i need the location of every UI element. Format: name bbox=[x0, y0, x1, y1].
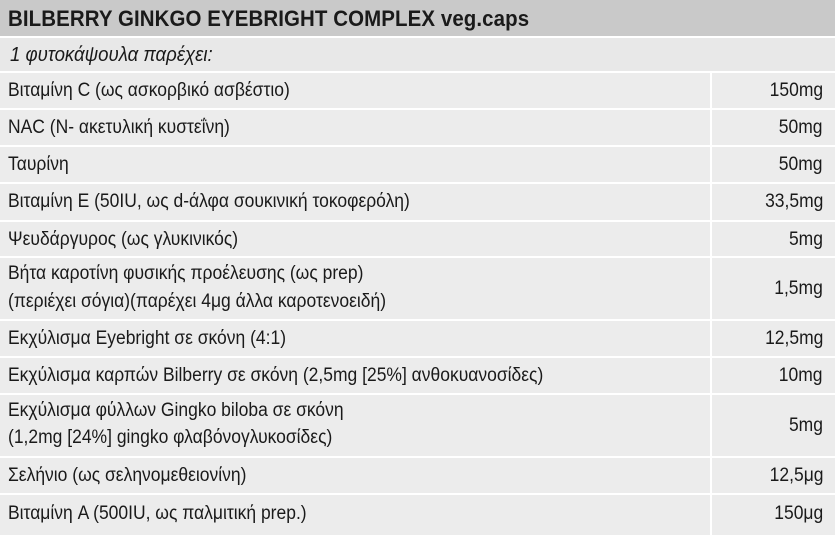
table-row bbox=[0, 495, 835, 535]
ingredient-cell bbox=[0, 73, 712, 110]
product-title: BILBERRY GINKGO EYEBRIGHT COMPLEX veg.caps bbox=[8, 6, 530, 31]
ingredient-cell bbox=[0, 110, 712, 147]
ingredient-cell bbox=[0, 321, 712, 358]
ingredient-name: Εκχύλισμα φύλλων Gingko biloba σε σκόνη bbox=[8, 400, 344, 421]
amount-cell bbox=[712, 222, 835, 258]
amount-cell bbox=[712, 73, 835, 110]
ingredient-amount: 50mg bbox=[779, 117, 823, 138]
amount-cell bbox=[712, 147, 835, 184]
ingredient-amount: 10mg bbox=[779, 365, 823, 386]
ingredient-amount: 5mg bbox=[788, 415, 823, 436]
ingredient-amount: 12,5mg bbox=[764, 328, 823, 349]
ingredient-amount: 33,5mg bbox=[764, 191, 823, 212]
ingredient-amount: 5mg bbox=[788, 229, 823, 250]
ingredient-cell bbox=[0, 395, 712, 458]
ingredient-name: Βήτα καροτίνη φυσικής προέλευσης (ως prep) bbox=[8, 263, 364, 284]
title-bar bbox=[0, 0, 835, 38]
amount-cell bbox=[712, 495, 835, 535]
ingredient-cell bbox=[0, 495, 712, 535]
ingredient-amount: 150mg bbox=[769, 80, 823, 101]
ingredient-name: Βιταμίνη A (500IU, ως παλμιτική prep.) bbox=[8, 503, 307, 524]
amount-cell bbox=[712, 458, 835, 495]
table-row bbox=[0, 110, 835, 147]
ingredient-name: Ψευδάργυρος (ως γλυκινικός) bbox=[8, 229, 239, 250]
amount-cell bbox=[712, 358, 835, 395]
serving-header bbox=[0, 38, 835, 73]
table-row bbox=[0, 73, 835, 110]
ingredient-name: Εκχύλισμα Eyebright σε σκόνη (4:1) bbox=[8, 328, 287, 349]
ingredient-cell bbox=[0, 222, 712, 258]
ingredient-name: Ταυρίνη bbox=[8, 154, 69, 175]
ingredient-name-note: (περιέχει σόγια)(παρέχει 4μg άλλα καροτενοειδή) bbox=[8, 291, 387, 312]
amount-cell bbox=[712, 184, 835, 222]
table-row bbox=[0, 184, 835, 222]
amount-cell bbox=[712, 258, 835, 321]
ingredient-amount: 50mg bbox=[779, 154, 823, 175]
table-row bbox=[0, 321, 835, 358]
ingredient-name: Βιταμίνη E (50IU, ως d-άλφα σουκινική τοκοφερόλη) bbox=[8, 191, 410, 212]
ingredient-cell bbox=[0, 458, 712, 495]
serving-description: 1 φυτοκάψουλα παρέχει: bbox=[10, 44, 213, 66]
ingredient-cell bbox=[0, 147, 712, 184]
table-row bbox=[0, 358, 835, 395]
amount-cell bbox=[712, 321, 835, 358]
ingredient-name: Σελήνιο (ως σεληνομεθειονίνη) bbox=[8, 465, 247, 486]
table-row bbox=[0, 395, 835, 458]
table-row bbox=[0, 222, 835, 258]
ingredient-amount: 1,5mg bbox=[774, 278, 823, 299]
ingredient-name: Εκχύλισμα καρπών Bilberry σε σκόνη (2,5mg [25%] ανθοκυανοσίδες) bbox=[8, 365, 544, 386]
amount-cell bbox=[712, 110, 835, 147]
ingredient-cell bbox=[0, 258, 712, 321]
ingredient-name: NAC (N- ακετυλική κυστεΐνη) bbox=[8, 117, 230, 138]
ingredient-amount: 12,5μg bbox=[769, 465, 823, 486]
ingredient-name-note: (1,2mg [24%] gingko φλαβόνογλυκοσίδες) bbox=[8, 427, 333, 448]
table-row bbox=[0, 147, 835, 184]
table-row bbox=[0, 258, 835, 321]
ingredient-amount: 150μg bbox=[774, 503, 823, 524]
ingredient-cell bbox=[0, 184, 712, 222]
amount-cell bbox=[712, 395, 835, 458]
ingredient-name: Βιταμίνη C (ως ασκορβικό ασβέστιο) bbox=[8, 80, 290, 101]
table-row bbox=[0, 458, 835, 495]
ingredient-cell bbox=[0, 358, 712, 395]
